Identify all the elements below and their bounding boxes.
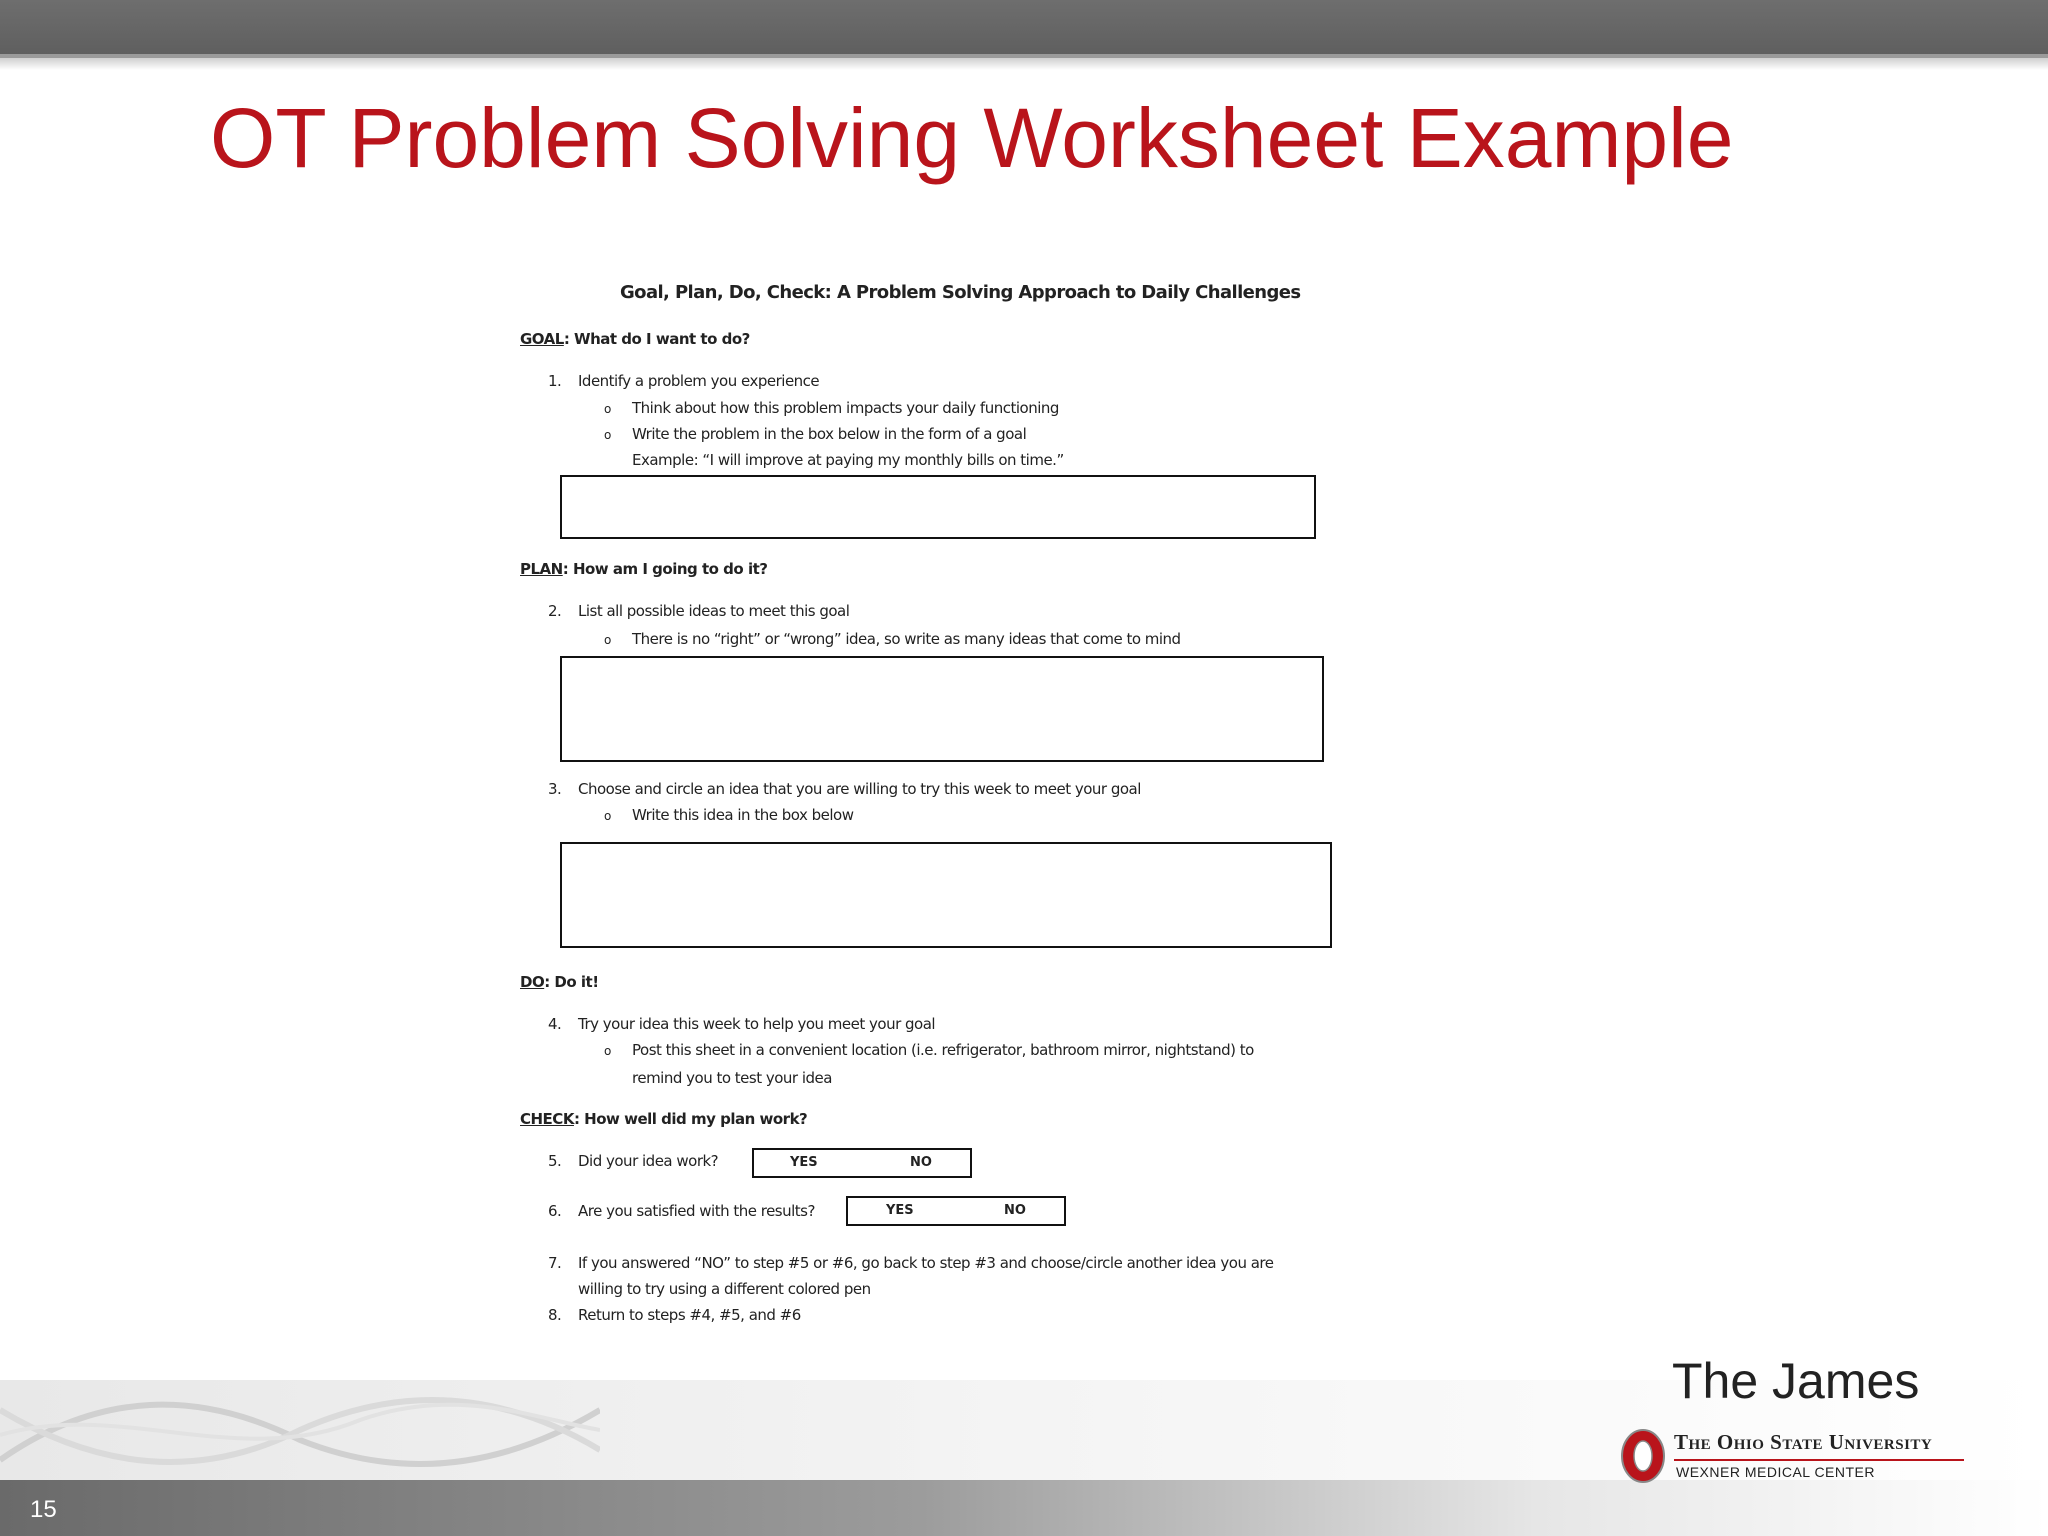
block-o-logo-icon [1620, 1428, 1666, 1484]
step-5-number: 5. [548, 1152, 562, 1170]
top-banner [0, 0, 2048, 54]
step-5 [548, 1152, 718, 1170]
goal-bullet-1-text: Think about how this problem impacts your daily functioning [632, 399, 1059, 417]
bullet-icon: o [604, 402, 611, 416]
check-key: CHECK [520, 1110, 574, 1128]
plan-bullet-2-text: Write this idea in the box below [632, 806, 854, 824]
plan-question: : How am I going to do it? [562, 560, 768, 578]
step-8-number: 8. [548, 1306, 562, 1324]
plan-bullet-1 [604, 630, 1181, 648]
medical-center-name: WEXNER MEDICAL CENTER [1676, 1464, 1876, 1480]
do-bullet-1-continued: remind you to test your idea [632, 1069, 832, 1087]
step-4 [548, 1015, 935, 1033]
plan-bullet-1-text: There is no “right” or “wrong” idea, so write as many ideas that come to mind [632, 630, 1181, 648]
step-2-text: List all possible ideas to meet this goal [578, 602, 850, 620]
worksheet-title: Goal, Plan, Do, Check: A Problem Solving Approach to Daily Challenges [620, 282, 1301, 303]
check-heading [520, 1110, 807, 1128]
step-6-number: 6. [548, 1202, 562, 1220]
page-number: 15 [30, 1496, 57, 1523]
no-option[interactable]: NO [1004, 1203, 1026, 1218]
goal-answer-box[interactable] [560, 475, 1316, 539]
step-2 [548, 602, 849, 620]
step-2-number: 2. [548, 602, 562, 620]
do-key: DO [520, 973, 545, 991]
goal-bullet-1 [604, 399, 1059, 417]
university-rule [1674, 1459, 1964, 1461]
chosen-idea-box[interactable] [560, 842, 1332, 948]
step-3-text: Choose and circle an idea that you are willing to try this week to meet your goal [578, 780, 1141, 798]
step-6-yes-no-box[interactable] [846, 1196, 1066, 1226]
do-bullet-1-text: Post this sheet in a convenient location (i.e. refrigerator, bathroom mirror, nightstand) to [632, 1041, 1254, 1059]
goal-key: GOAL [520, 330, 564, 348]
university-name: The Ohio State University [1674, 1430, 1933, 1454]
dna-helix-graphic [0, 1380, 600, 1480]
step-8 [548, 1306, 801, 1324]
step-4-number: 4. [548, 1015, 562, 1033]
step-1-number: 1. [548, 372, 562, 390]
do-question: : Do it! [544, 973, 599, 991]
step-1 [548, 372, 819, 390]
step-4-text: Try your idea this week to help you meet your goal [578, 1015, 936, 1033]
plan-key: PLAN [520, 560, 563, 578]
do-heading [520, 973, 599, 991]
step-8-text: Return to steps #4, #5, and #6 [578, 1306, 801, 1324]
step-5-yes-no-box[interactable] [752, 1148, 972, 1178]
goal-heading [520, 330, 750, 348]
yes-option[interactable]: YES [790, 1155, 818, 1170]
goal-question: : What do I want to do? [563, 330, 750, 348]
check-question: : How well did my plan work? [573, 1110, 808, 1128]
bullet-icon: o [604, 1044, 611, 1058]
step-3 [548, 780, 1141, 798]
bullet-icon: o [604, 633, 611, 647]
step-3-number: 3. [548, 780, 562, 798]
plan-bullet-2 [604, 806, 853, 824]
step-7 [548, 1254, 1273, 1272]
ideas-answer-box[interactable] [560, 656, 1324, 762]
bullet-icon: o [604, 428, 611, 442]
step-7-number: 7. [548, 1254, 562, 1272]
step-5-text: Did your idea work? [578, 1152, 719, 1170]
goal-bullet-2 [604, 425, 1026, 443]
yes-option[interactable]: YES [886, 1203, 914, 1218]
top-banner-shadow [0, 58, 2048, 70]
worksheet-image [500, 270, 1360, 1350]
goal-bullet-2-text: Write the problem in the box below in the form of a goal [632, 425, 1027, 443]
plan-heading [520, 560, 767, 578]
step-7-text: If you answered “NO” to step #5 or #6, go back to step #3 and choose/circle another idea you are [578, 1254, 1274, 1272]
goal-example: Example: “I will improve at paying my monthly bills on time.” [632, 451, 1064, 469]
bullet-icon: o [604, 809, 611, 823]
slide-title: OT Problem Solving Worksheet Example [210, 91, 1734, 185]
footer-bar [0, 1480, 2048, 1536]
step-1-text: Identify a problem you experience [578, 372, 820, 390]
step-6 [548, 1202, 815, 1220]
step-6-text: Are you satisfied with the results? [578, 1202, 815, 1220]
no-option[interactable]: NO [910, 1155, 932, 1170]
do-bullet-1 [604, 1041, 1254, 1059]
step-7-continued: willing to try using a different colored pen [578, 1280, 871, 1298]
the-james-wordmark: The James [1672, 1353, 1920, 1409]
